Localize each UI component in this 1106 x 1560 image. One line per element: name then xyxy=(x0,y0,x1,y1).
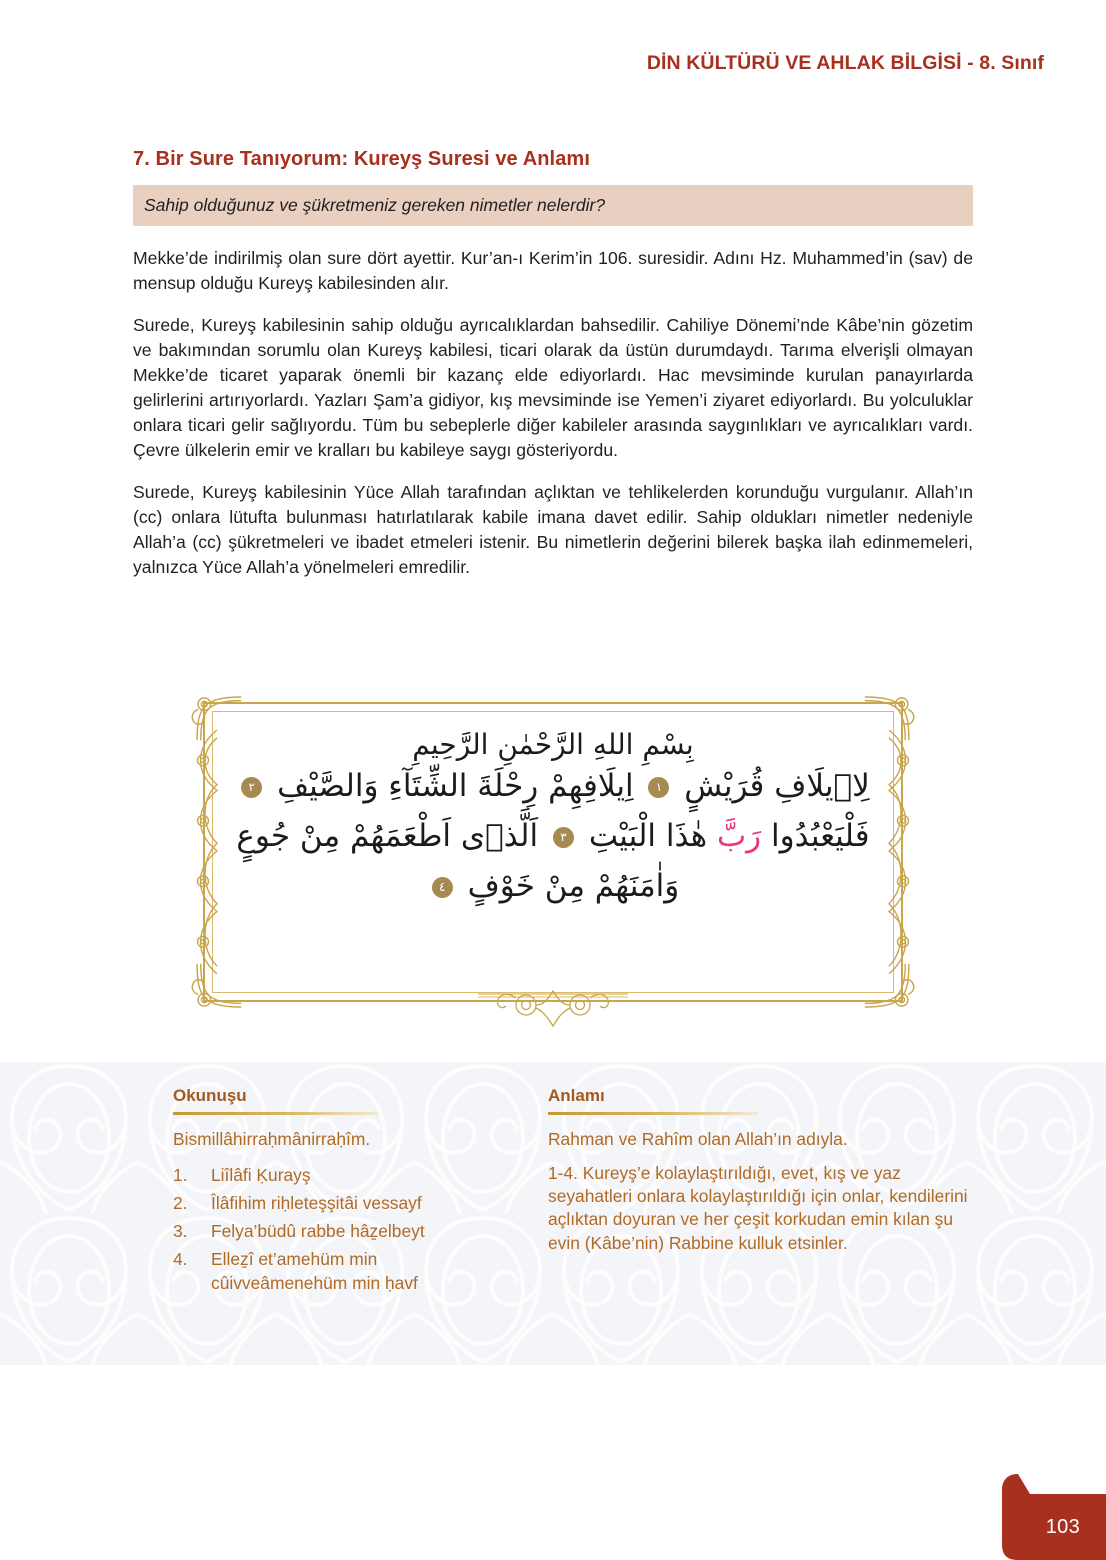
list-item xyxy=(173,1219,460,1243)
verse-3-arabic-rabbe: رَبَّ xyxy=(716,818,762,855)
page-number-label: 103 xyxy=(1045,1516,1080,1538)
verse-line-2 xyxy=(231,811,875,861)
list-item-number: 4. xyxy=(173,1249,188,1270)
okunusu-title: Okunuşu xyxy=(173,1086,247,1105)
list-item xyxy=(173,1191,460,1215)
verse-4-arabic-cont: وَاٰمَنَهُمْ مِنْ خَوْفٍ xyxy=(467,868,680,905)
verse-4-arabic: اَلَّذٖى اَطْعَمَهُمْ مِنْ جُوعٍ xyxy=(236,818,539,855)
body-paragraph-2: Surede, Kureyş kabilesinin sahip olduğu ayrıcalıklardan bahsedilir. Cahiliye Dönemi’nde Kâbe’nin gözetim ve bakımından sorumlu olan Kureyş kabilesi, ticari olarak da üstün durumdaydı. Tarıma elverişli olmayan Mekke’de ticaret yaparak önemli bir kazanç elde ediyorlardı. Hac mevsiminde kurulan panayırlarda gelirlerini artırıyorlardı. Yazları Şam’a gidiyor, kış mevsiminde ise Yemen’i ziyaret ediyorlardı. Bu yolculuklar onlara ticari gelir sağlıyordu. Tüm bu sebeplerle diğer kabileler arasında saygınlıkları ve ayrıcalıkları vardı. Çevre ülkelerin emir ve kralları bu kabileye saygı gösteriyordu. xyxy=(133,315,973,460)
verse-line-1 xyxy=(231,761,875,811)
verse-marker-4: ٤ xyxy=(432,877,453,898)
list-item-text: Îlâfihim riḥleteşşitâi vessayf xyxy=(211,1193,422,1214)
verse-text-block xyxy=(231,722,875,982)
section-title: 7. Bir Sure Tanıyorum: Kureyş Suresi ve Anlamı xyxy=(133,148,590,170)
ornament-side-band-right-icon xyxy=(883,730,919,974)
okunusu-title-rule xyxy=(173,1112,378,1115)
course-header-title: DİN KÜLTÜRÜ VE AHLAK BİLGİSİ - 8. Sınıf xyxy=(646,52,1044,74)
list-item xyxy=(173,1247,460,1295)
reflection-question-band: Sahip olduğunuz ve şükretmeniz gereken nimetler nelerdir? xyxy=(133,185,973,226)
verse-line-3 xyxy=(231,861,875,911)
besmele-arabic: بِسْمِ اللهِ الرَّحْمٰنِ الرَّحِيمِ xyxy=(412,728,694,761)
verse-marker-2: ٢ xyxy=(241,777,262,798)
list-item-number: 2. xyxy=(173,1193,188,1214)
verse-3-arabic-a: فَلْيَعْبُدُوا xyxy=(771,818,870,855)
okunusu-verse-list xyxy=(173,1163,460,1295)
list-item-text: Liîlâfi Ḳurayş xyxy=(211,1165,311,1186)
anlami-title-rule xyxy=(548,1112,758,1115)
body-paragraph-1: Mekke’de indirilmiş olan sure dört ayettir. Kur’an-ı Kerim’in 106. suresidir. Adını Hz. Muhammed’in (sav) de mensup olduğu Kureyş kabilesinden alır. xyxy=(133,248,973,294)
verse-marker-1: ١ xyxy=(648,777,669,798)
list-item-text: Elleẕî et’amehüm min cûivveâmenehüm min ḥavf xyxy=(211,1249,418,1294)
ornament-bottom-flourish-icon xyxy=(478,986,628,1028)
anlami-title: Anlamı xyxy=(548,1086,605,1105)
list-item-text: Felya’büdû rabbe hâẕelbeyt xyxy=(211,1221,425,1242)
verse-frame-border xyxy=(203,702,903,1002)
ornament-side-band-left-icon xyxy=(187,730,223,974)
verse-1-arabic: لِاٖيلَافِ قُرَيْشٍ xyxy=(684,767,870,804)
reading-and-meaning-panel xyxy=(0,1062,1106,1365)
list-item-number: 3. xyxy=(173,1221,188,1242)
okunusu-besmele: Bismillâhirraḥmânirraḥîm. xyxy=(173,1129,371,1149)
anlami-besmele-meaning: Rahman ve Rahîm olan Allah’ın adıyla. xyxy=(548,1129,848,1149)
quran-verse-frame xyxy=(203,702,903,1002)
verse-3-arabic-b: هٰذَا الْبَيْتِ xyxy=(588,818,708,855)
list-item-number: 1. xyxy=(173,1165,188,1186)
page-number-bookmark xyxy=(996,1474,1106,1560)
anlami-column xyxy=(506,1086,976,1365)
list-item xyxy=(173,1163,460,1187)
body-paragraph-3: Surede, Kureyş kabilesinin Yüce Allah tarafından açlıktan ve tehlikelerden korunduğu vurgulanır. Allah’ın (cc) onlara lütufta bulunması hatırlatılarak kabile imana davet edilir. Sahip oldukları nimetler nedeniyle Allah’a (cc) şükretmeleri ve ibadet etmeleri istenir. Bu nimetlerin değerini bilerek başka ilah edinmemeleri, yalnızca Yüce Allah’a yönelmeleri emredilir. xyxy=(133,481,973,577)
verse-2-arabic: اِيلَافِهِمْ رِحْلَةَ الشِّتَآءِ وَالصَّيْفِ xyxy=(277,767,634,804)
verse-marker-3: ٣ xyxy=(553,827,574,848)
okunusu-column xyxy=(60,1086,460,1365)
anlami-verse-meaning: 1-4. Kureyş’e kolaylaştırıldığı, evet, kış ve yaz seyahatleri onlara kolaylaştırıldığı için onlar, kendilerini açlıktan doyuran ve her çeşit korkudan emin kılan şu evin (Kâbe’nin) Rabbine kulluk etsinler. xyxy=(548,1163,968,1253)
main-content xyxy=(133,148,973,580)
